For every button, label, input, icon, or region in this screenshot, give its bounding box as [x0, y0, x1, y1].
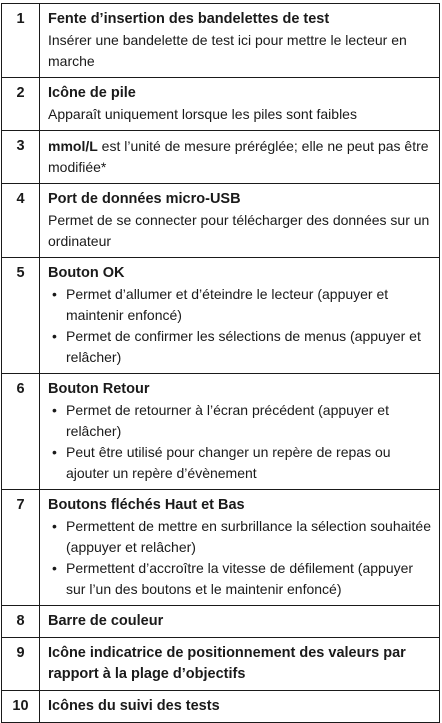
- row-number: 2: [2, 78, 40, 131]
- table-row: [2, 78, 440, 131]
- row-content: [40, 4, 440, 78]
- list-item: • Permet de retourner à l’écran précédent (appuyer et relâcher): [48, 400, 433, 442]
- table-row: [2, 606, 440, 638]
- row-title: Fente d’insertion des bandelettes de test: [48, 11, 330, 27]
- row-number: 5: [2, 258, 40, 374]
- row-content: [40, 691, 440, 723]
- row-title: Bouton Retour: [48, 381, 150, 397]
- row-description: Permet de se connecter pour télécharger des données sur un ordinateur: [48, 212, 430, 249]
- row-number: 1: [2, 4, 40, 78]
- row-description: Apparaît uniquement lorsque les piles sont faibles: [48, 106, 357, 122]
- row-content: [40, 374, 440, 490]
- list-item: • Permet de confirmer les sélections de menus (appuyer et relâcher): [48, 326, 433, 368]
- row-number: 3: [2, 131, 40, 184]
- row-content: [40, 606, 440, 638]
- row-title: Icône de pile: [48, 85, 136, 101]
- legend-table: [1, 3, 440, 723]
- row-description-rest: est l’unité de mesure préréglée; elle ne peut pas être modifiée*: [48, 138, 429, 175]
- table-row: [2, 184, 440, 258]
- row-content: [40, 131, 440, 184]
- table-row: [2, 638, 440, 691]
- row-content: [40, 490, 440, 606]
- row-number: 6: [2, 374, 40, 490]
- bullet-list: [48, 400, 433, 484]
- row-content: [40, 258, 440, 374]
- row-description: [48, 136, 433, 178]
- row-content: [40, 638, 440, 691]
- row-title: Port de données micro-USB: [48, 191, 241, 207]
- table-row: [2, 258, 440, 374]
- list-item: • Peut être utilisé pour changer un repère de repas ou ajouter un repère d’évènement: [48, 442, 433, 484]
- bullet-list: [48, 516, 433, 600]
- row-title: Boutons fléchés Haut et Bas: [48, 497, 245, 513]
- row-number: 8: [2, 606, 40, 638]
- row-title: Icônes du suivi des tests: [48, 698, 220, 714]
- list-item: • Permettent d’accroître la vitesse de défilement (appuyer sur l’un des boutons et le maintenir enfoncé): [48, 558, 433, 600]
- row-content: [40, 184, 440, 258]
- unit-label: mmol/L: [48, 138, 98, 154]
- list-item: • Permettent de mettre en surbrillance la sélection souhaitée (appuyer et relâcher): [48, 516, 433, 558]
- row-description: Insérer une bandelette de test ici pour mettre le lecteur en marche: [48, 32, 407, 69]
- bullet-list: [48, 284, 433, 368]
- row-number: 9: [2, 638, 40, 691]
- row-content: [40, 78, 440, 131]
- row-title: Barre de couleur: [48, 613, 164, 629]
- row-title: Bouton OK: [48, 265, 125, 281]
- row-number: 7: [2, 490, 40, 606]
- row-title: Icône indicatrice de positionnement des valeurs par rapport à la plage d’objectifs: [48, 645, 406, 682]
- table-row: [2, 490, 440, 606]
- row-number: 10: [2, 691, 40, 723]
- table-row: [2, 4, 440, 78]
- table-row: [2, 691, 440, 723]
- row-number: 4: [2, 184, 40, 258]
- list-item: • Permet d’allumer et d’éteindre le lecteur (appuyer et maintenir enfoncé): [48, 284, 433, 326]
- table-row: [2, 131, 440, 184]
- table-row: [2, 374, 440, 490]
